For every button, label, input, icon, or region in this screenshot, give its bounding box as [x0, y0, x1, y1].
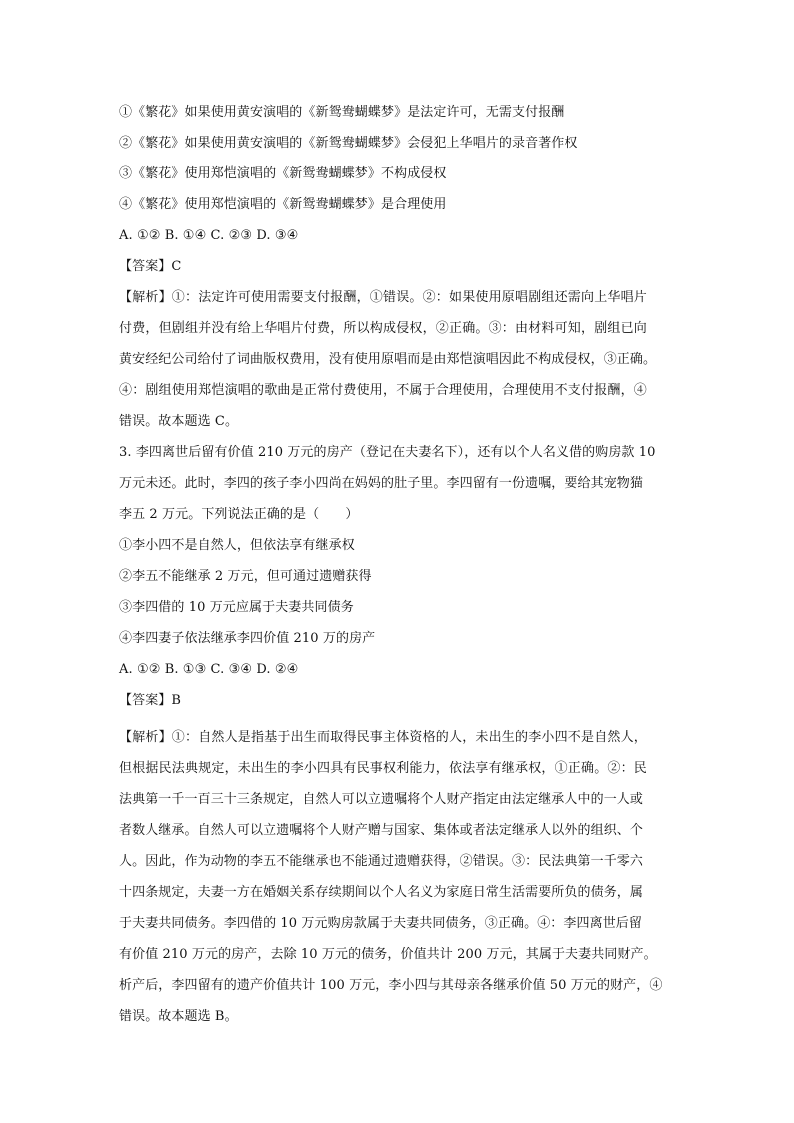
q3-stem-line: 3. 李四离世后留有价值 210 万元的房产（登记在夫妻名下），还有以个人名义借的购房款 10 — [119, 445, 656, 460]
q2-analysis-line: 付费，但剧组并没有给上华唱片付费，所以构成侵权，②正确。③：由材料可知，剧组已向 — [119, 321, 648, 336]
q2-answer: 【答案】C — [119, 259, 182, 274]
q3-analysis-line: 于夫妻共同债务。李四借的 10 万元购房款属于夫妻共同债务，③正确。④：李四离世后留 — [119, 916, 643, 931]
q3-stem-line: 万元未还。此时，李四的孩子李小四尚在妈妈的肚子里。李四留有一份遗嘱，要给其宠物猫 — [119, 476, 644, 491]
q2-choices: A. ①② B. ①④ C. ②③ D. ③④ — [119, 228, 299, 243]
q3-option-2: ②李五不能继承 2 万元，但可通过遗赠获得 — [119, 569, 372, 584]
q3-analysis-line: 错误。故本题选 B。 — [119, 1009, 238, 1024]
q2-option-1: ①《繁花》如果使用黄安演唱的《新鸳鸯蝴蝶梦》是法定许可，无需支付报酬 — [119, 105, 565, 120]
q3-analysis-line: 析产后，李四留有的遗产价值共计 100 万元，李小四与其母亲各继承价值 50 万元的财产，④ — [119, 978, 663, 993]
q3-option-1: ①李小四不是自然人，但依法享有继承权 — [119, 538, 355, 553]
q2-analysis-line: 错误。故本题选 C。 — [119, 414, 239, 429]
q3-analysis-line: 十四条规定，夫妻一方在婚姻关系存续期间以个人名义为家庭日常生活需要所负的债务，属 — [119, 885, 644, 900]
q3-analysis-line: 法典第一千一百三十三条规定，自然人可以立遗嘱将个人财产指定由法定继承人中的一人或 — [119, 792, 644, 807]
q3-answer: 【答案】B — [119, 693, 182, 708]
q3-stem-line: 李五 2 万元。下列说法正确的是（ ） — [119, 507, 359, 522]
q2-option-2: ②《繁花》如果使用黄安演唱的《新鸳鸯蝴蝶梦》会侵犯上华唱片的录音著作权 — [119, 136, 578, 151]
q2-option-4: ④《繁花》使用郑恺演唱的《新鸳鸯蝴蝶梦》是合理使用 — [119, 197, 447, 212]
q3-analysis-line: 但根据民法典规定，未出生的李小四具有民事权利能力，依法享有继承权，①正确。②：民 — [119, 761, 648, 776]
q3-analysis-line: 有价值 210 万元的房产，去除 10 万元的债务，价值共计 200 万元，其属于夫妻共同财产。 — [119, 947, 657, 962]
q2-analysis-line: ④：剧组使用郑恺演唱的歌曲是正常付费使用，不属于合理使用，合理使用不支付报酬，④ — [119, 383, 648, 398]
q2-analysis-line: 【解析】①：法定许可使用需要支付报酬，①错误。②：如果使用原唱剧组还需向上华唱片 — [119, 290, 648, 305]
q2-analysis-line: 黄安经纪公司给付了词曲版权费用，没有使用原唱而是由郑恺演唱因此不构成侵权，③正确。 — [119, 352, 657, 367]
q3-analysis-line: 【解析】①：自然人是指基于出生而取得民事主体资格的人，未出生的李小四不是自然人， — [119, 730, 648, 745]
q2-option-3: ③《繁花》使用郑恺演唱的《新鸳鸯蝴蝶梦》不构成侵权 — [119, 166, 447, 181]
q3-analysis-line: 人。因此，作为动物的李五不能继承也不能通过遗赠获得，②错误。③：民法典第一千零六 — [119, 854, 644, 869]
q3-analysis-line: 者数人继承。自然人可以立遗嘱将个人财产赠与国家、集体或者法定继承人以外的组织、个 — [119, 823, 644, 838]
q3-choices: A. ①② B. ①③ C. ③④ D. ②④ — [119, 662, 299, 677]
q3-option-3: ③李四借的 10 万元应属于夫妻共同债务 — [119, 600, 354, 615]
q3-option-4: ④李四妻子依法继承李四价值 210 万的房产 — [119, 631, 376, 646]
